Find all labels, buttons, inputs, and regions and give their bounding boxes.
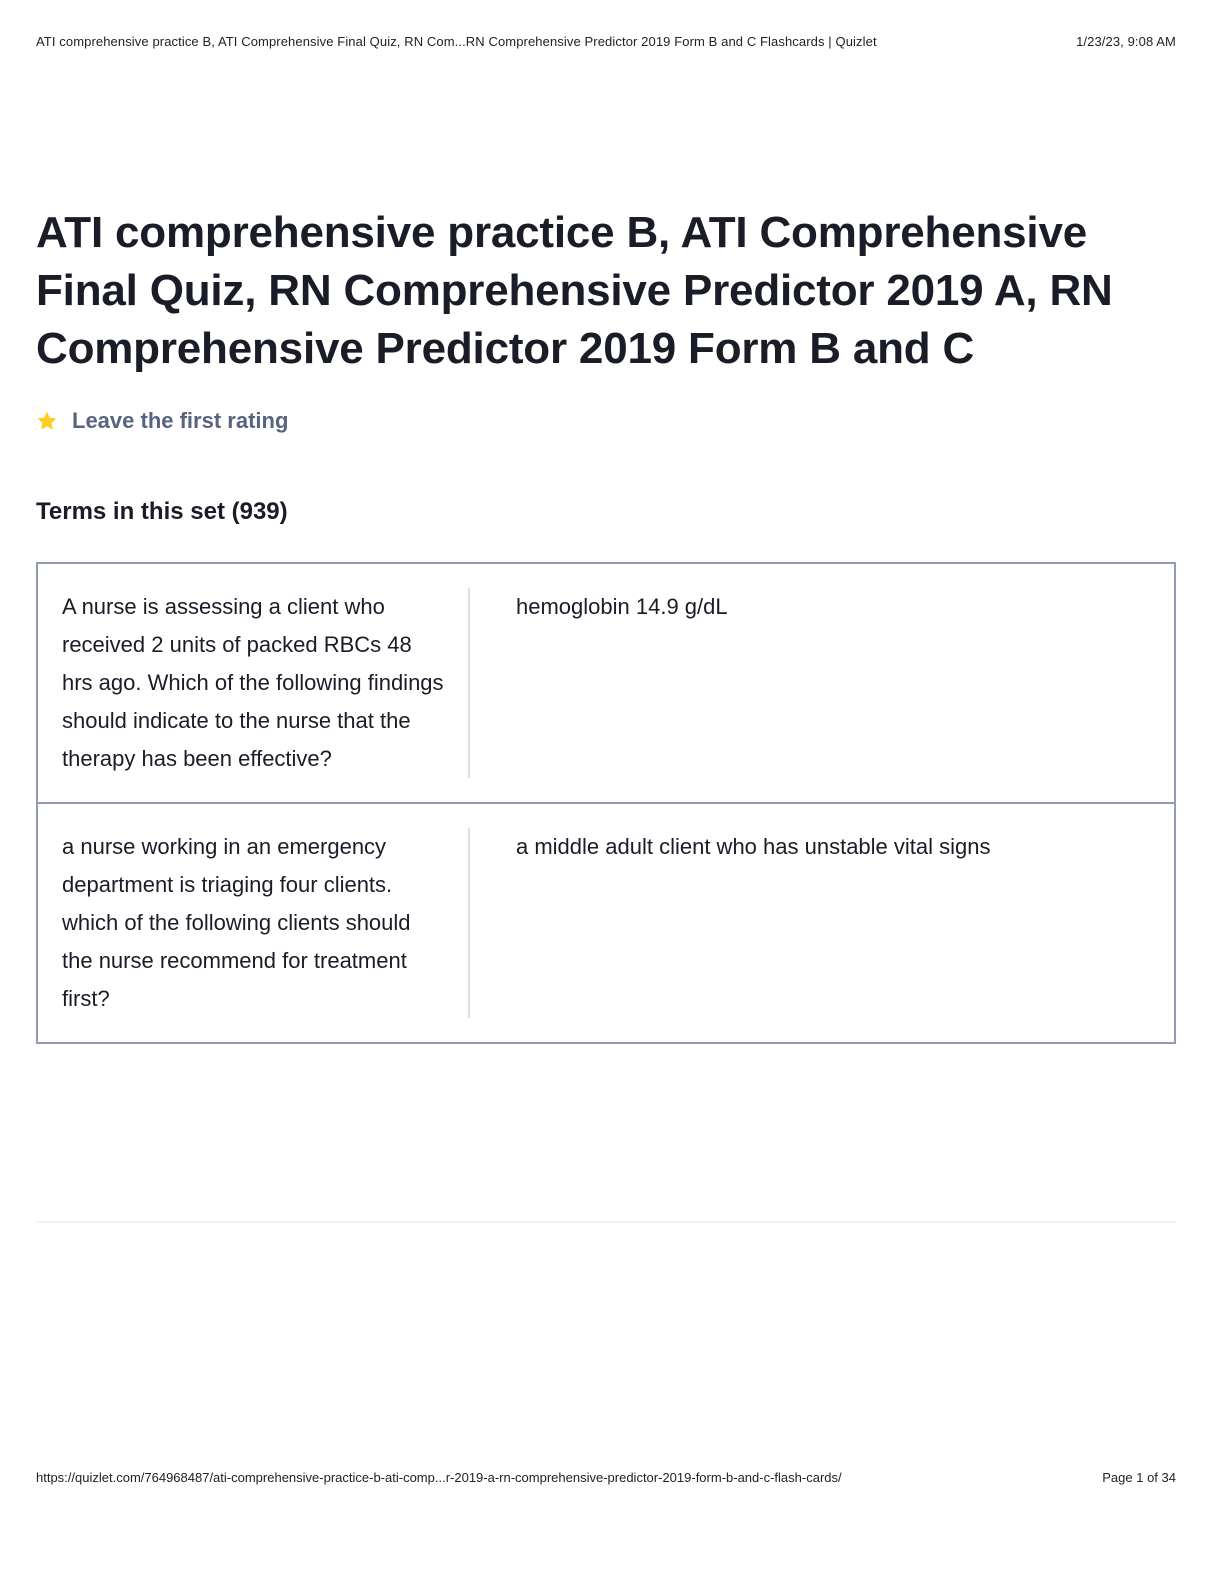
flashcard-list xyxy=(36,562,1176,1044)
print-header xyxy=(36,34,1176,49)
page-number: Page 1 of 34 xyxy=(1102,1470,1176,1485)
card-definition: hemoglobin 14.9 g/dL xyxy=(516,594,728,619)
set-title: ATI comprehensive practice B, ATI Comprehensive Final Quiz, RN Comprehensive Predictor 2019 A, RN Comprehensive Predictor 2019 Form B and C xyxy=(36,208,1113,373)
print-url: https://quizlet.com/764968487/ati-comprehensive-practice-b-ati-comp...r-2019-a-rn-comprehensive-predictor-2019-form-b-and-c-flash-cards/ xyxy=(36,1470,842,1485)
rating xyxy=(36,408,288,434)
card-term: a nurse working in an emergency department is triaging four clients. which of the following clients should the nurse recommend for treatment first? xyxy=(38,828,470,1018)
flashcard xyxy=(36,804,1176,1044)
print-timestamp: 1/23/23, 9:08 AM xyxy=(1076,34,1176,49)
section-divider xyxy=(36,1221,1176,1223)
card-definition: a middle adult client who has unstable vital signs xyxy=(516,834,991,859)
star-icon xyxy=(36,410,58,432)
print-page-title: ATI comprehensive practice B, ATI Comprehensive Final Quiz, RN Com...RN Comprehensive Predictor 2019 Form B and C Flashcards | Quizlet xyxy=(36,34,877,49)
leave-rating-link[interactable]: Leave the first rating xyxy=(72,408,289,433)
flashcard xyxy=(36,562,1176,804)
print-footer xyxy=(36,1470,1176,1485)
terms-heading: Terms in this set (939) xyxy=(36,498,288,525)
card-term: A nurse is assessing a client who received 2 units of packed RBCs 48 hrs ago. Which of the following findings should indicate to the nurse that the therapy has been effective? xyxy=(38,588,470,778)
